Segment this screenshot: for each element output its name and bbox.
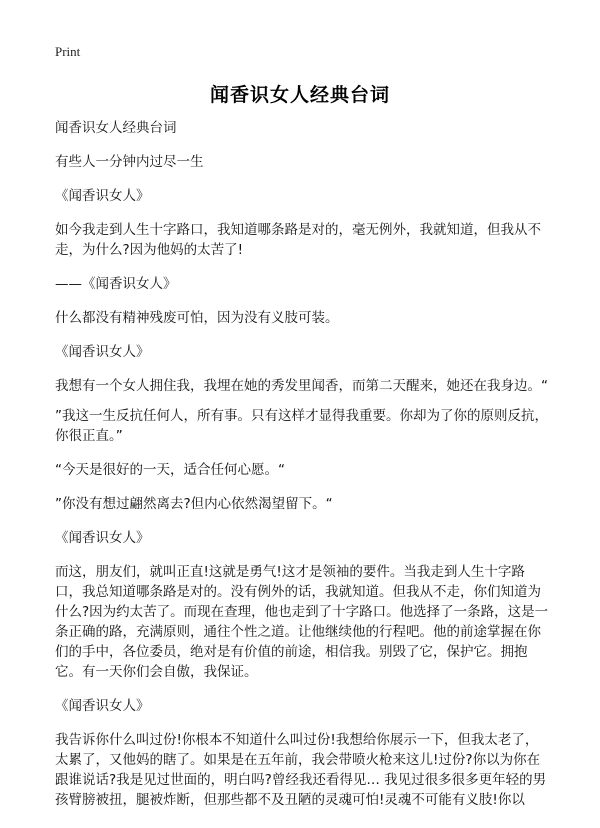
paragraph: 如今我走到人生十字路口，我知道哪条路是对的，毫无例外，我就知道，但我从不走，为什么?因为他妈的太苦了! xyxy=(55,222,541,258)
source-citation: 《闻香识女人》 xyxy=(55,344,150,360)
paragraph: 我告诉你什么叫过份!你根本不知道什么叫过份!我想给你展示一下，但我太老了，太累了，又他妈的瞎了。如果是在五年前，我会带喷火枪来这儿!过份?你以为你在跟谁说话?我是见过世面的，明白吗?曾经我还看得见… 我见过很多很多更年轻的男孩臂膀被扭，腿被炸断，但那些都不及丑陋的灵魂可怕!灵魂不可能有义肢!你以 xyxy=(55,732,547,808)
print-label: Print xyxy=(55,44,81,59)
paragraph: ”你没有想过翩然离去?但内心依然渴望留下。“ xyxy=(55,496,333,512)
paragraph: “今天是很好的一天，适合任何心愿。“ xyxy=(55,462,285,478)
paragraph: 有些人一分钟内过尽一生 xyxy=(55,154,204,170)
paragraph: 而这，朋友们，就叫正直!这就是勇气!这才是领袖的要件。当我走到人生十字路口，我总知道哪条路是对的。没有例外的话，我就知道。但我从不走，你们知道为什么?因为约太苦了。而现在查理，他也走到了十字路口。他选择了一条路，这是一条正确的路，充满原则，通往个性之道。让他继续他的行程吧。他的前途掌握在你们的手中，各位委员，绝对是有价值的前途，相信我。别毁了它，保护它。拥抱它。有一天你们会自傲，我保证。 xyxy=(55,564,549,680)
document-body xyxy=(55,118,550,824)
document-title: 闻香识女人经典台词 xyxy=(209,84,390,106)
source-citation: ——《闻香识女人》 xyxy=(55,276,177,292)
paragraph: ”我这一生反抗任何人，所有事。只有这样才显得我重要。你却为了你的原则反抗，你很正直。” xyxy=(55,408,548,444)
paragraph-heading: 闻香识女人经典台词 xyxy=(55,120,177,136)
paragraph: 我想有一个女人拥住我，我埋在她的秀发里闻香，而第二天醒来，她还在我身边。“ xyxy=(55,378,548,394)
paragraph: 什么都没有精神残废可怕，因为没有义肢可装。 xyxy=(55,310,339,326)
source-citation: 《闻香识女人》 xyxy=(55,698,150,714)
source-citation: 《闻香识女人》 xyxy=(55,530,150,546)
source-citation: 《闻香识女人》 xyxy=(55,188,150,204)
